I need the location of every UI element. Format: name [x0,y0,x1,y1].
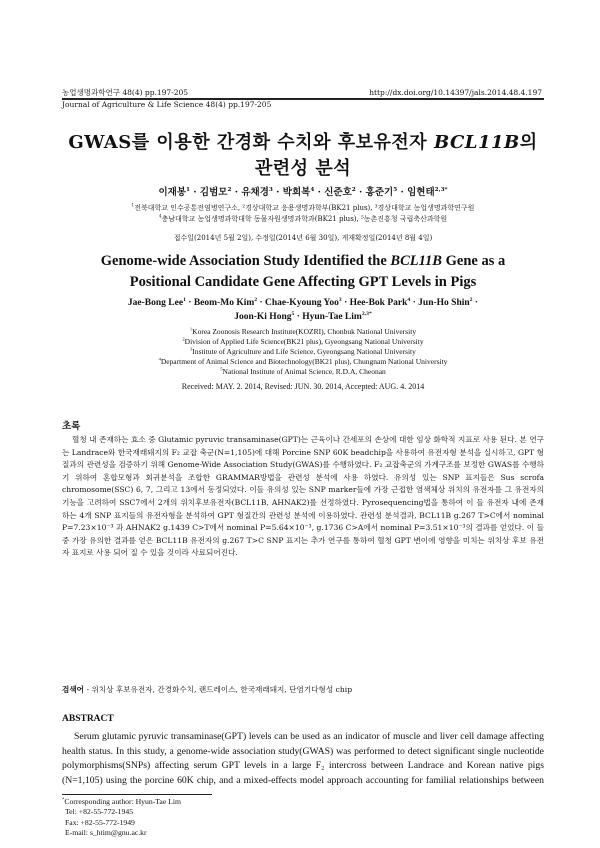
author-separator: · [272,187,283,198]
corresponding-author: *Corresponding author: Hyun-Tae Lim [62,796,181,806]
title-ko-gene: BCL11B [433,132,520,153]
ko-author: 박희복$^4$ [282,186,315,198]
title-en-line1a: Genome-wide Association Study Identified the [100,253,391,269]
affiliation-en-line: $^4$Department of Animal Science and Biotechnology(BK21 plus), Chungnam National University [158,356,448,366]
author-separator: · [341,298,350,308]
author-fax: Fax: +82-55-772-1949 [65,817,135,827]
author-affiliation-mark: 3 [268,186,273,193]
affiliation-en-line: $^1$Korea Zoonosis Research Institute(KOZRI), Chonbuk National University [189,326,417,336]
title-ko-part2: 의 [519,132,538,153]
dates-korean: 접수일(2014년 5월 2일), 수정일(2014년 6월 30일), 게재확정일(2014년 8월 4일) [173,234,433,242]
affiliation-en-line: $^2$Division of Applied Life Science(BK21 plus), Gyeongsang National University [182,336,424,346]
author-separator: · [189,187,200,198]
author-separator: · [355,187,366,198]
keywords-korean [62,684,352,695]
abstract-korean [62,434,544,560]
ko-author: 이재봉$^1$ [158,186,190,198]
author-separator: · [472,298,479,308]
authors-en-line2 [40,310,566,324]
abstract-en-heading: ABSTRACT [62,714,114,724]
abstract-english [62,730,544,788]
title-en-line2: Positional Candidate Gene Affecting GPT Levels in Pigs [129,274,477,290]
author-separator: · [231,187,242,198]
en-author: Chae-Kyoung Yoo$^3$ [265,296,342,308]
ko-author: 유채경$^3$ [241,186,273,198]
author-affiliation-mark: 2,3* [434,186,448,193]
author-separator: · [397,187,408,198]
author-affiliation-mark: 2 [254,296,258,303]
author-separator: · [294,312,303,322]
author-affiliation-mark: 5 [291,310,295,317]
authors-english [40,296,566,324]
author-separator: · [257,298,266,308]
en-author: Hee-Bok Park$^4$ [349,296,411,308]
author-affiliation-mark: 4 [407,296,411,303]
affiliation-en-line: $^3$Institute of Agriculture and Life Science, Gyeongsang National University [190,346,416,356]
author-separator: · [410,298,419,308]
keywords-label: 검색어 [62,685,85,694]
ko-author: 김범모$^2$ [199,186,232,198]
author-separator: · [185,298,194,308]
doi-link[interactable]: http://dx.doi.org/10.14397/jals.2014.48.4.197 [369,88,542,97]
authors-en-line1 [40,296,566,310]
abstract-ko-body: 혈청 내 존재하는 효소 중 Glutamic pyruvic transaminase(GPT)는 근육이나 간세포의 손상에 대한 임상 화학적 지표로 사용 된다. 본 연구는 Landrace와 한국재래돼지의 F₂ 교잡 축군(N=1,105)에 대해 Porcine SNP 60K beadchip을 사용하여 유전자형 분석을 실시하고, GPT 형질과의 관련성을 검증하기 위해 Genome-Wide Association Study(GWAS)를 수행하였다. F₂ 교잡축군의 가계구조를 보정한 GWAS를 수행하기 위하여 혼합모형과 회귀분석을 조합한 GRAMMAR방법을 관련성 분석에 사용 하였다. 유의성 있는 SNP 표지들은 Sus scrofa chromosome(SSC) 6, 7, 그리고 13에서 동정되었다. 이들 유의성 있는 SNP marker들에 가장 근접한 염색체상 위치의 유전자를 그 유전자의 기능을 고려하여 SSC7에서 2개의 위치후보유전자(BCL11B, AHNAK2)를 선정하였다. Pyrosequencing법을 통하여 이 들 유전자 내에 존재하는 4개 SNP 표지들의 유전자형을 분석하여 GPT 형질간의 관련성 분석에 이용하였다. 관련성 분석결과, BCL11B g.267 T>C에서 nominal P=7.23×10⁻³ 과 AHNAK2 g.1439 C>T에서 nominal P=5.64×10⁻³, g.1736 C>A에서 nominal P=3.51×10⁻³의 결과를 얻었다. 이 들 중 가장 유의한 결과를 얻은 BCL11B 유전자의 g.267 T>C SNP 표지는 추가 연구를 통하여 혈청 GPT 변이에 영향을 미치는 위치상 후보 유전자 표지로 사용 되어 질 수 있을 것이라 사료되어진다. [62,435,544,558]
affiliations-korean [40,203,566,224]
en-author: Jun-Ho Shin$^2$ [418,296,473,308]
authors-korean [40,184,566,198]
en-author: Hyun-Tae Lim$^{2,3*}$ [302,310,372,322]
journal-header-en: Journal of Agriculture & Life Science 48(4) pp.197-205 [62,100,272,109]
title-english [40,251,566,293]
abstract-ko-heading: 초록 [62,421,81,432]
en-author: Joon-Ki Hong$^5$ [234,310,295,322]
affiliation-ko-line2: $^4$충남대학교 농업생명과학대학 동물자원생명과학과(BK21 plus), ⁵농촌진흥청 국립축산과학원 [158,213,448,223]
ko-author: 임현태$^{2,3*}$ [407,186,448,198]
ko-author: 홍준기$^5$ [365,186,398,198]
author-affiliation-mark: 2 [469,296,473,303]
author-affiliation-mark: 2,3* [361,310,372,317]
affiliations-english [40,327,566,377]
author-affiliation-mark: 1 [183,296,186,303]
en-author: Beom-Mo Kim$^2$ [193,296,258,308]
footnote [62,797,181,839]
author-affiliation-mark: 5 [393,186,398,193]
author-affiliation-mark: 4 [310,186,315,193]
author-separator: · [314,187,325,198]
title-ko-part1: GWAS를 이용한 간경화 수치와 후보유전자 [68,132,434,153]
title-en-gene: BCL11B [390,253,442,269]
author-affiliation-mark: 2 [351,186,356,193]
title-ko-line2: 관련성 분석 [254,158,352,179]
title-en-line1b: Gene as a [441,253,506,269]
ko-author: 신준호$^2$ [324,186,356,198]
dates-english: Received: MAY. 2. 2014, Revised: JUN. 30. 2014, Accepted: AUG. 4. 2014 [181,382,425,391]
abstract-en-body: Serum glutamic pyruvic transaminase(GPT) levels can be used as an indicator of muscle and liver cell damage affecting health status. In this study, a genome-wide association study(GWAS) was performed to detect significant single nucleotide polymorphisms(SNPs) affecting serum GPT levels in a large F₂ intercross between Landrace and Korean native pigs (N=1,105) using the porcine 60K chip, and a mixed-effects model approach accounting for familial relationships between [62,731,544,786]
author-affiliation-mark: 1 [186,186,190,193]
author-tel: Tel: +82-55-772-1945 [65,807,134,817]
author-affiliation-mark: 2 [227,186,232,193]
footnote-rule [62,794,212,795]
title-korean [40,130,566,182]
affiliation-en-line: $^5$National Institute of Animal Science, R.D.A, Cheonan [220,366,386,376]
journal-header-ko: 농업생명과학연구 48(4) pp.197-205 [62,88,189,97]
keywords-list: - 위치상 후보유전자, 간경화수치, 랜드레이스, 한국재래돼지, 단염기다형성 chip [86,685,353,694]
author-affiliation-mark: 3 [338,296,342,303]
author-email[interactable]: E-mail: s_htim@gnu.ac.kr [65,828,147,838]
affiliation-ko-line1: $^1$전북대학교 인수공통전염병연구소, ²경상대학교 응용생명과학부(BK21 plus), ³경상대학교 농업생명과학연구원 [131,202,475,212]
en-author: Jae-Bong Lee$^1$ [127,296,186,308]
